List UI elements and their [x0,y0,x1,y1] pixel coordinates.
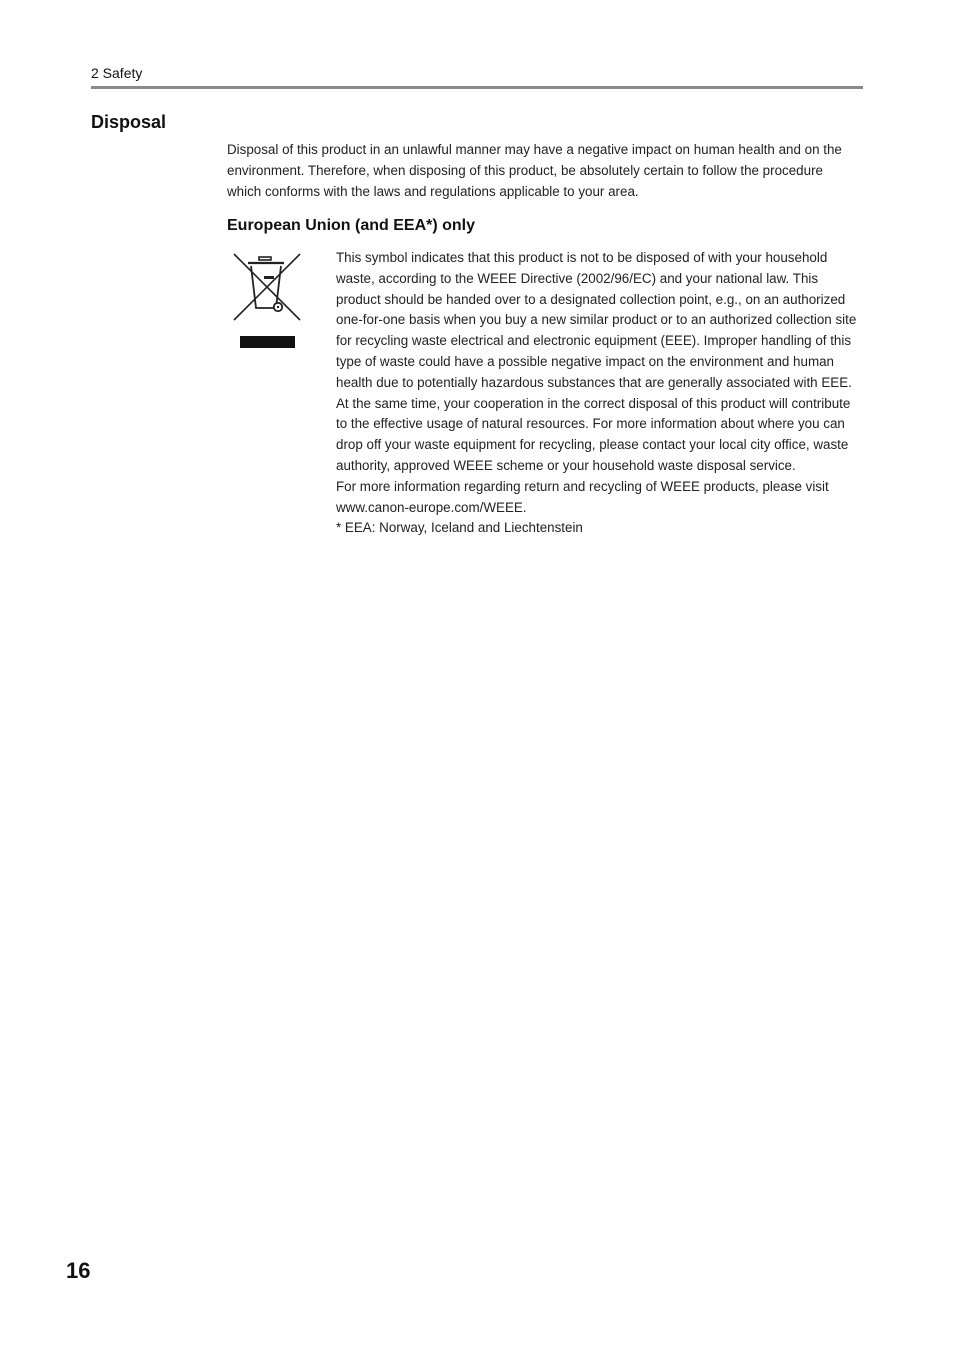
weee-more-info-paragraph: For more information regarding return and recycling of WEEE products, please visit www.canon-europe.com/WEEE. [336,478,829,515]
disposal-heading: Disposal [91,112,167,132]
weee-text-block [336,248,861,539]
weee-paragraph: This symbol indicates that this product is not to be disposed of with your household waste, according to the WEEE Directive (2002/96/EC) and your national law. This product should be handed over to a designated collection point, e.g., on an authorized one-for-one basis when you buy a new similar product or to an authorized collection site for recycling waste electrical and electronic equipment (EEE). Improper handling of this type of waste could have a possible negative impact on the environment and human health due to potentially hazardous substances that are generally associated with EEE. At the same time, your cooperation in the correct disposal of this product will contribute to the effective usage of natural resources. For more information about where you can drop off your waste equipment for recycling, please contact your local city office, waste authority, approved WEEE scheme or your household waste disposal service. [336,250,857,473]
disposal-intro-paragraph: Disposal of this product in an unlawful manner may have a negative impact on human health and on the environment. Therefore, when disposing of this product, be absolutely certain to follow the procedure which conforms with the laws and regulations applicable to your area. [227,142,842,199]
eu-subheading: European Union (and EEA*) only [227,217,476,234]
eea-footnote: * EEA: Norway, Iceland and Liechtenstein [336,520,583,536]
section-header-label: 2 Safety [91,65,143,81]
header-divider [91,86,863,89]
crossed-out-wheelie-bin-icon [230,250,302,352]
page-number: 16 [66,1258,91,1283]
